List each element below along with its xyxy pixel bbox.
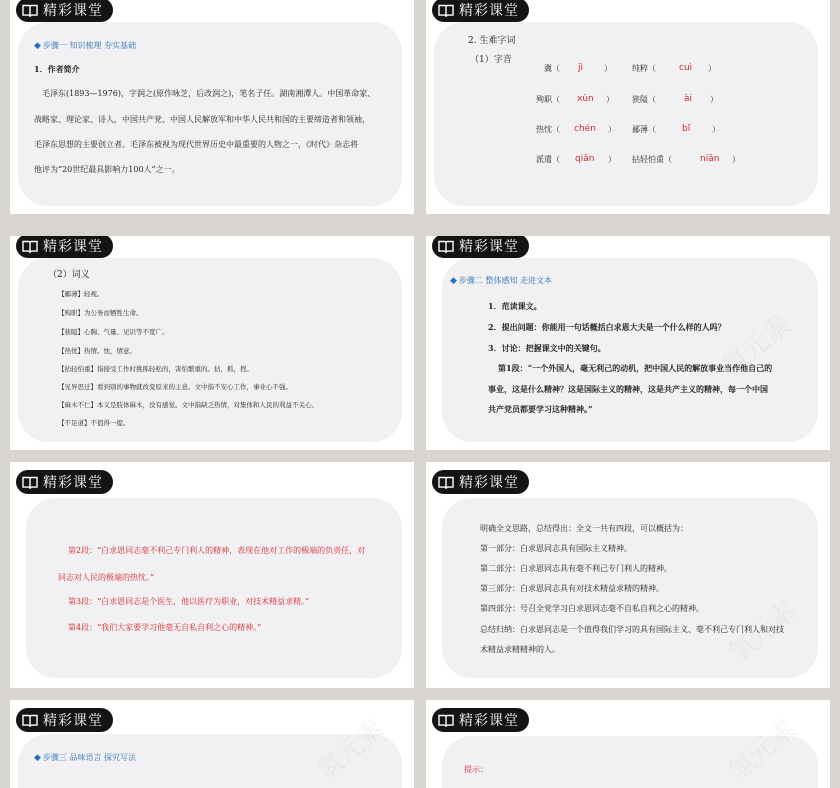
word-entry: 殉职（ [536, 95, 560, 104]
quote-line: 第3段：“白求恩同志是个医生，他以医疗为职业，对技术精益求精。” [68, 597, 310, 606]
word-entry: 热忱（ [536, 125, 560, 134]
body-line: 共产党员都要学习这种精神。” [488, 404, 593, 414]
section-badge [432, 0, 529, 22]
paren: ） [606, 95, 614, 104]
section-badge [16, 0, 113, 22]
section-badge [432, 708, 529, 732]
body-line: 2．提出问题：你能用一句话概括白求恩大夫是一个什么样的人吗？ [488, 322, 726, 332]
pinyin: cuì [679, 63, 693, 73]
hint-label: 提示： [464, 765, 488, 774]
book-icon [438, 714, 454, 727]
paren: ） [732, 155, 740, 164]
pinyin: jì [578, 63, 584, 73]
badge-label: 精彩课堂 [43, 475, 103, 491]
section-badge [16, 470, 113, 494]
book-icon [438, 4, 454, 17]
watermark: 氢元素 [723, 595, 803, 669]
diamond-icon: ◆ [34, 753, 41, 763]
content-card [434, 22, 818, 206]
body-line: 第一部分：白求恩同志具有国际主义精神。 [480, 544, 632, 553]
paren: ） [708, 64, 716, 73]
book-icon [438, 476, 454, 489]
step-heading: ◆ 步骤三 品味语言 探究写法 [34, 753, 137, 763]
pinyin: ài [684, 94, 693, 104]
pinyin: chén [574, 124, 596, 134]
body-line: 1．范读课文。 [488, 301, 542, 311]
slide-word-meanings[interactable] [10, 236, 414, 450]
content-card [26, 498, 402, 678]
body-line: 第二部分：白求恩同志具有毫不利己专门利人的精神。 [480, 564, 672, 573]
section-badge [16, 236, 113, 258]
body-line: 毛泽东(1893—1976)，字润之(原作咏芝，后改润之)，笔名子任。湖南湘潭人。中国革命家、 [42, 89, 376, 98]
section-badge [16, 708, 113, 732]
section-title: 2. 生难字词 [468, 36, 516, 46]
word-entry: 冀（ [544, 64, 560, 73]
pinyin: qiǎn [575, 154, 595, 164]
watermark: 氢元素 [311, 713, 391, 787]
definition-item: 【见异思迁】看到别的事物就改变原来的主意。文中指不安心工作，事业心不强。 [58, 383, 292, 391]
badge-label: 精彩课堂 [459, 3, 519, 19]
section-title: （2）词义 [48, 270, 90, 280]
definition-item: 【麻木不仁】本义是肢体麻木，没有感觉。文中指缺乏热情，对集体和人民的利益不关心。 [58, 401, 318, 409]
badge-label: 精彩课堂 [43, 239, 103, 255]
body-line: 他评为“20世纪最具影响力100人”之一。 [34, 165, 180, 174]
slide-author-intro[interactable] [10, 0, 414, 214]
paren: ） [608, 125, 616, 134]
book-icon [22, 476, 38, 489]
body-line: 战略家、理论家、诗人，中国共产党、中国人民解放军和中华人民共和国的主要缔造者和领袖， [34, 115, 370, 124]
pinyin: xùn [577, 94, 594, 104]
definition-item: 【热忱】热情。忱，情意。 [58, 347, 136, 355]
slide-hint[interactable] [426, 700, 830, 788]
body-line: 事业，这是什么精神？这是国际主义的精神，这是共产主义的精神，每一个中国 [488, 384, 768, 394]
body-line: 3．讨论：把握课文中的关键句。 [488, 343, 606, 353]
quote-line: 第2段：“白求恩同志毫不利己专门利人的精神，表现在他对工作的极端的负责任，对 [68, 546, 366, 555]
body-line: 毛泽东思想的主要创立者。毛泽东被视为现代世界历史中最重要的人物之一，《时代》杂志将 [34, 140, 358, 149]
diamond-icon: ◆ [34, 41, 41, 51]
word-entry: 派遣（ [536, 155, 560, 164]
badge-label: 精彩课堂 [459, 713, 519, 729]
slide-overall-perception[interactable] [426, 236, 830, 450]
body-line: 术精益求精精神的人。 [480, 645, 560, 654]
body-line: 明确全文思路，总结得出：全文一共有四段，可以概括为： [480, 524, 688, 533]
paren: ） [710, 95, 718, 104]
badge-label: 精彩课堂 [459, 239, 519, 255]
definition-item: 【殉职】为公务而牺牲生命。 [58, 309, 143, 317]
section-badge [432, 470, 529, 494]
step-heading: ◆ 步骤二 整体感知 走进文本 [450, 276, 553, 286]
section-heading: 1．作者简介 [34, 64, 80, 74]
body-line: 第三部分：白求恩同志具有对技术精益求精的精神。 [480, 584, 664, 593]
word-entry: 鄙薄（ [632, 125, 656, 134]
badge-label: 精彩课堂 [43, 3, 103, 19]
pinyin: bǐ [682, 124, 691, 134]
pinyin: niān [700, 154, 720, 164]
badge-label: 精彩课堂 [43, 713, 103, 729]
badge-label: 精彩课堂 [459, 475, 519, 491]
book-icon [22, 4, 38, 17]
word-entry: 拈轻怕重（ [632, 155, 672, 164]
body-line: 第四部分：号召全党学习白求恩同志毫不自私自利之心的精神。 [480, 604, 704, 613]
section-subtitle: （1）字音 [470, 55, 512, 65]
step-heading: ◆ 步骤一 知识梳理 夯实基础 [34, 41, 137, 51]
paren: ） [712, 125, 720, 134]
slide-structure-summary[interactable] [426, 462, 830, 688]
book-icon [438, 240, 454, 253]
slide-language-appreciation[interactable] [10, 700, 414, 788]
paren: ） [608, 155, 616, 164]
word-entry: 纯粹（ [632, 64, 656, 73]
word-entry: 狭隘（ [632, 95, 656, 104]
definition-item: 【不足道】不值得一提。 [58, 419, 130, 427]
quote-line: 同志对人民的极端的热忱。” [58, 573, 155, 582]
book-icon [22, 714, 38, 727]
section-badge [432, 236, 529, 258]
paren: ） [604, 64, 612, 73]
definition-item: 【拈轻怕重】指接受工作时挑拣轻松的，害怕繁重的。拈，抓，捏。 [58, 365, 253, 373]
diamond-icon: ◆ [450, 276, 457, 286]
body-line: 总结归纳：白求恩同志是一个值得我们学习的具有国际主义、毫不利己专门利人和对技 [480, 625, 784, 634]
body-line: 第1段：“一个外国人，毫无利己的动机，把中国人民的解放事业当作他自己的 [498, 363, 773, 373]
watermark: 氢元素 [723, 713, 803, 787]
slide-key-sentences[interactable] [10, 462, 414, 688]
definition-item: 【狭隘】心胸、气量、见识等不宽广。 [58, 328, 169, 336]
slide-pronunciation[interactable] [426, 0, 830, 214]
watermark: 氢元素 [717, 309, 797, 383]
definition-item: 【鄙薄】轻视。 [58, 290, 104, 298]
book-icon [22, 240, 38, 253]
quote-line: 第4段：“我们大家要学习他毫无自私自利之心的精神。” [68, 623, 262, 632]
